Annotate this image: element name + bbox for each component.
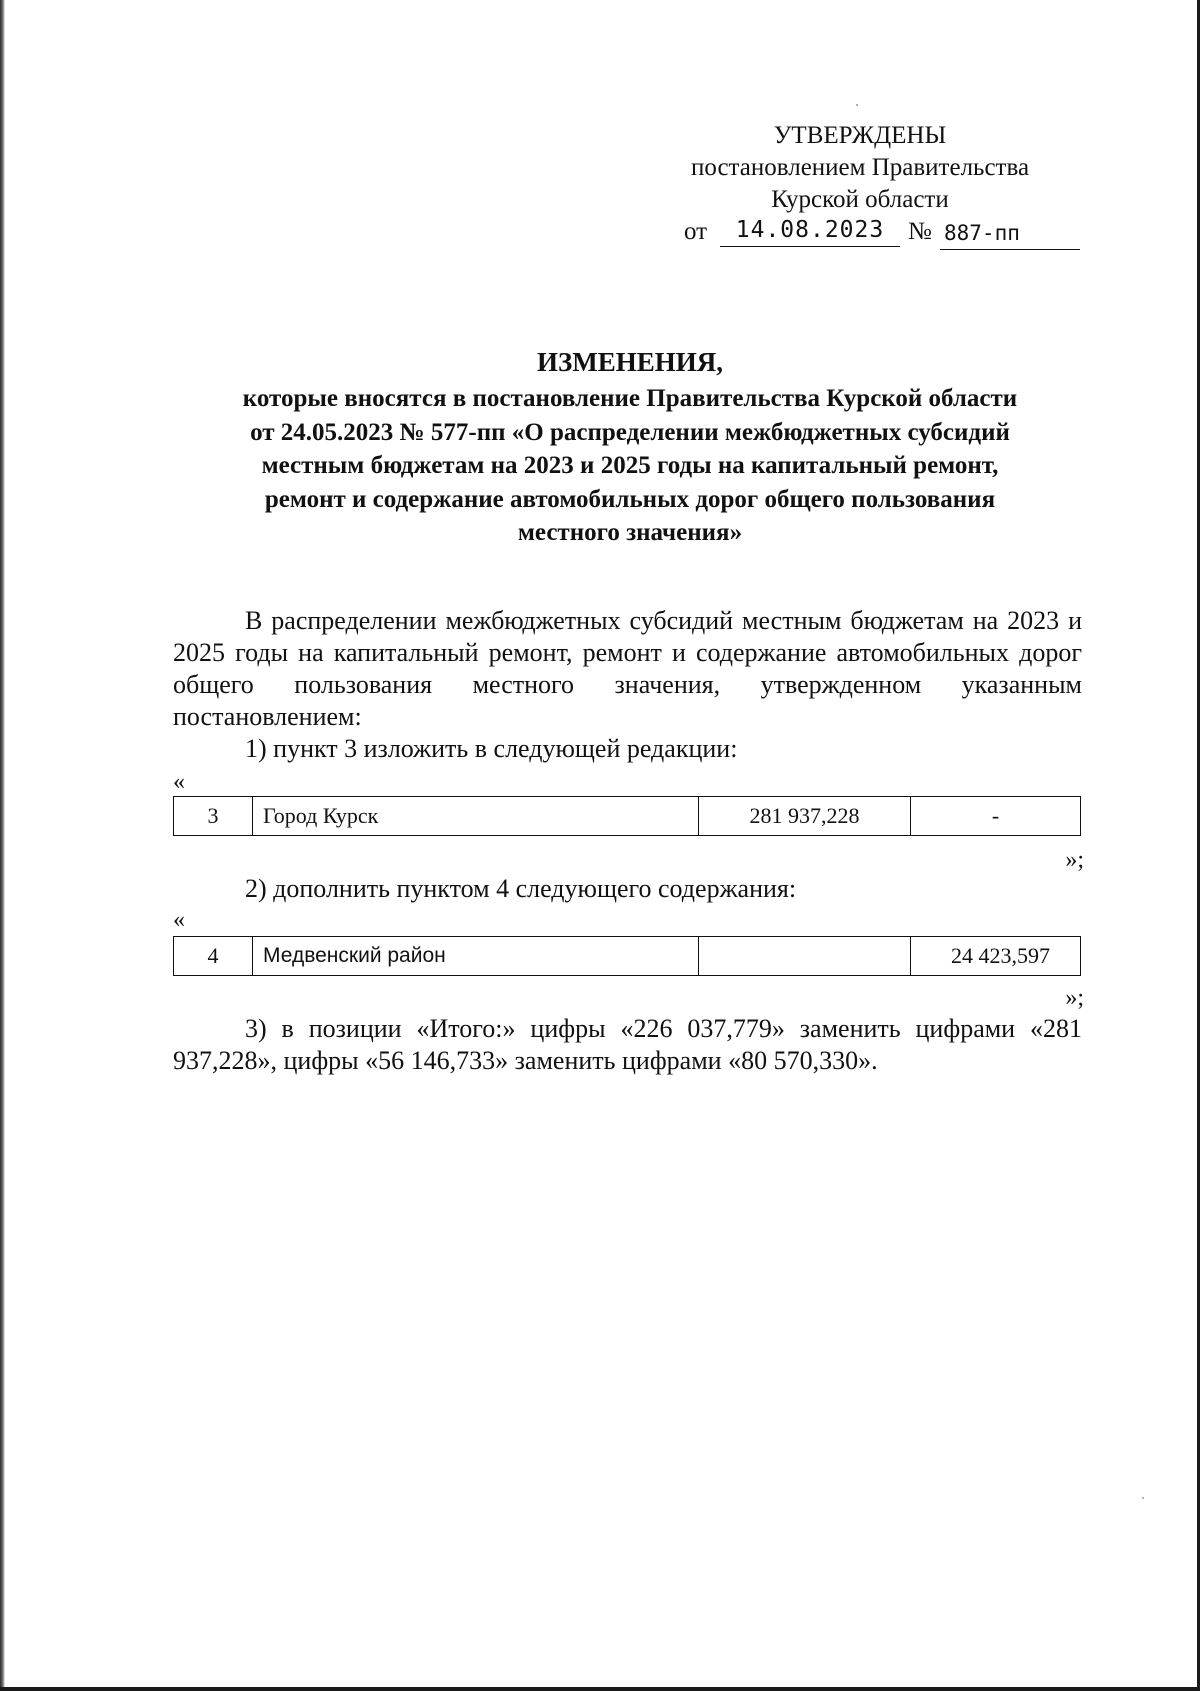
intro-paragraph: В распределении межбюджетных субсидий местным бюджетам на 2023 и 2025 годы на капитальный ремонт, ремонт и содержание автомобильных дорог общего пользования местного значения, утвержденном указанным постановлением: xyxy=(173,606,1082,731)
quote-open: « xyxy=(173,907,185,933)
number-sign: № xyxy=(908,218,932,245)
approval-line-2: Курской области xyxy=(771,186,949,213)
title-main: ИЗМЕНЕНИЯ, xyxy=(536,347,723,377)
scan-speck xyxy=(1142,1497,1144,1499)
from-label: от xyxy=(684,218,708,245)
cell-municipality: Город Курск xyxy=(253,797,699,836)
title-line-2: от 24.05.2023 № 577-пп «О распределении межбюджетных субсидий xyxy=(250,418,1010,446)
cell-number: 4 xyxy=(174,937,253,976)
approval-block xyxy=(640,120,1080,250)
cell-value-2023: 281 937,228 xyxy=(699,797,911,836)
cell-value-2025: 24 423,597 xyxy=(911,937,1081,976)
approval-date: 14.08.2023 xyxy=(720,214,900,247)
scan-bottom-edge xyxy=(0,1687,1200,1691)
table-row-3 xyxy=(173,796,1081,836)
table-row-4 xyxy=(173,936,1081,976)
scan-left-edge xyxy=(0,0,5,1691)
approval-line-1: постановлением Правительства xyxy=(690,154,1030,181)
cell-municipality: Медвенский район xyxy=(253,937,699,976)
cell-value-2023 xyxy=(699,937,911,976)
title-line-1: которые вносятся в постановление Правительства Курской области xyxy=(242,385,1018,412)
approval-heading: УТВЕРЖДЕНЫ xyxy=(773,122,947,149)
quote-open: « xyxy=(173,769,185,795)
table-row xyxy=(174,937,1081,976)
title-line-4: ремонт и содержание автомобильных дорог общего пользования xyxy=(264,485,996,513)
scan-speck xyxy=(856,104,858,106)
document-title xyxy=(170,344,1090,550)
approval-number: 887-пп xyxy=(940,217,1080,250)
approval-reference xyxy=(640,216,1080,250)
title-line-3: местным бюджетам на 2023 и 2025 годы на капитальный ремонт, xyxy=(261,452,999,479)
item-3: 3) в позиции «Итого:» цифры «226 037,779» заменить цифрами «281 937,228», цифры «56 146,733» заменить цифрами «80 570,330». xyxy=(173,1014,1082,1075)
quote-close: »; xyxy=(1065,847,1084,873)
item-2: 2) дополнить пунктом 4 следующего содержания: xyxy=(245,874,797,903)
quote-close: »; xyxy=(1065,985,1084,1011)
item-1: 1) пункт 3 изложить в следующей редакции: xyxy=(245,734,738,763)
cell-number: 3 xyxy=(174,797,253,836)
table-row xyxy=(174,797,1081,836)
cell-value-2025: - xyxy=(911,797,1081,836)
title-line-5: местного значения» xyxy=(517,519,743,546)
